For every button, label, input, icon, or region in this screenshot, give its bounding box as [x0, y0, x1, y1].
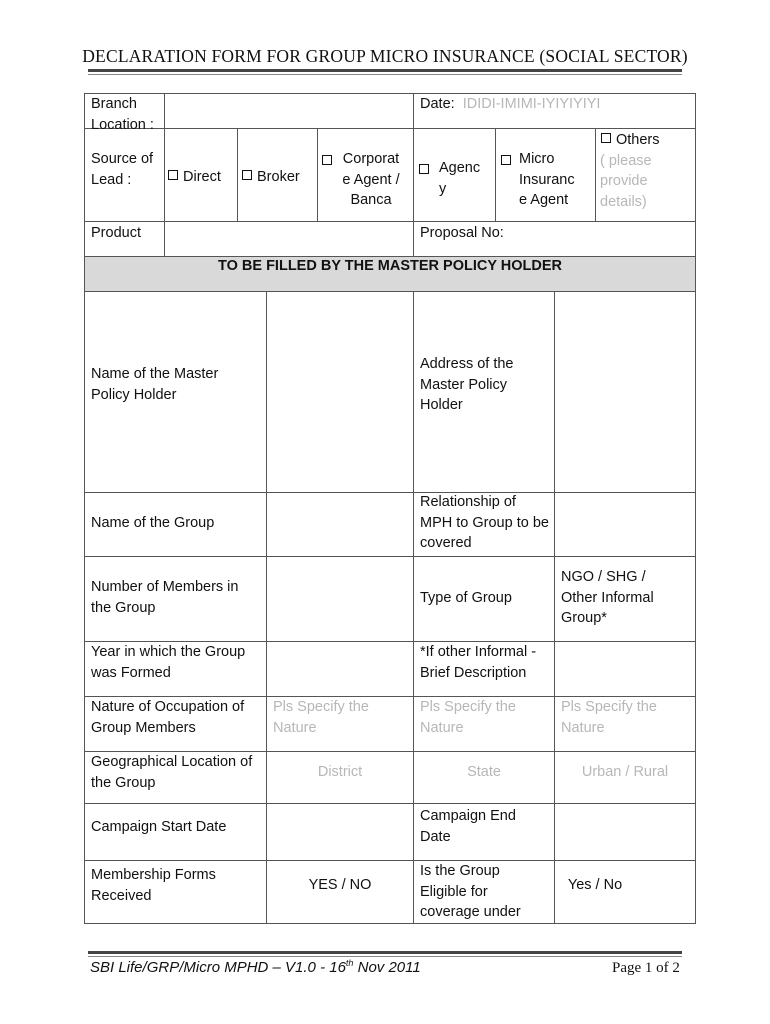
- lead-option-broker[interactable]: Broker: [242, 167, 316, 188]
- lead-option-others[interactable]: Others ( please provide details): [600, 130, 694, 212]
- label-type-of-group: Type of Group: [420, 590, 512, 606]
- field-district[interactable]: District: [317, 764, 363, 780]
- form-title: DECLARATION FORM FOR GROUP MICRO INSURANCE (SOCIAL SECTOR): [82, 46, 688, 66]
- label-membership-forms: Membership Forms Received: [91, 867, 216, 904]
- branch-location-field[interactable]: [166, 95, 411, 127]
- lead-option-corporate-agent[interactable]: Corporat e Agent / Banca: [322, 149, 412, 211]
- field-nature-3[interactable]: Pls Specify the Nature: [561, 699, 657, 736]
- branch-location-label: Branch Location :: [91, 96, 154, 133]
- section-title: TO BE FILLED BY THE MASTER POLICY HOLDER: [218, 258, 562, 274]
- lead-option-micro-insurance-agent[interactable]: Micro Insuranc e Agent: [501, 149, 593, 211]
- field-relationship-mph[interactable]: [556, 494, 694, 554]
- field-nature-2[interactable]: Pls Specify the Nature: [420, 699, 516, 736]
- label-name-master-policy-holder: Name of the Master Policy Holder: [91, 366, 219, 403]
- field-address-master-policy-holder[interactable]: [556, 293, 694, 490]
- header-rule: [88, 69, 682, 72]
- lead-option-agency[interactable]: Agenc y: [419, 158, 494, 199]
- field-name-master-policy-holder[interactable]: [268, 293, 411, 490]
- doc-reference: SBI Life/GRP/Micro MPHD – V1.0 - 16th Nov 2011: [90, 958, 421, 976]
- field-campaign-start[interactable]: [268, 805, 411, 858]
- source-of-lead-label: Source of Lead :: [91, 151, 154, 188]
- header-rule-thin: [88, 74, 682, 75]
- label-relationship-mph: Relationship of MPH to Group to be covered: [420, 494, 549, 551]
- label-geo-location: Geographical Location of the Group: [91, 754, 253, 791]
- label-address-master-policy-holder: Address of the Master Policy Holder: [420, 356, 514, 413]
- field-year-formed[interactable]: [268, 643, 411, 694]
- proposal-no-label[interactable]: Proposal No:: [420, 225, 504, 241]
- field-campaign-end[interactable]: [556, 805, 694, 858]
- date-format-hint: IDIDI-IMIMI-IYIYIYIYI: [462, 96, 601, 112]
- checkbox-icon: [168, 170, 178, 180]
- label-campaign-start: Campaign Start Date: [91, 819, 227, 835]
- others-hint: ( please provide details): [600, 152, 652, 210]
- product-label: Product: [91, 225, 141, 241]
- checkbox-icon: [242, 170, 252, 180]
- page-number: Page 1 of 2: [612, 960, 680, 976]
- checkbox-icon: [501, 155, 511, 165]
- field-other-informal-desc[interactable]: [556, 643, 694, 694]
- field-state[interactable]: State: [467, 764, 501, 780]
- group-eligible-yes-no[interactable]: Yes / No: [567, 877, 623, 893]
- label-name-of-group: Name of the Group: [91, 515, 215, 531]
- field-number-of-members[interactable]: [268, 558, 411, 639]
- lead-option-direct[interactable]: Direct: [168, 167, 236, 188]
- product-field[interactable]: [166, 223, 411, 255]
- label-campaign-end: Campaign End Date: [420, 808, 516, 845]
- field-urban-rural[interactable]: Urban / Rural: [581, 764, 669, 780]
- label-other-informal-desc: *If other Informal - Brief Description: [420, 644, 537, 681]
- label-group-eligible: Is the Group Eligible for coverage under: [420, 863, 521, 920]
- footer-rule: [88, 951, 682, 954]
- type-of-group-options[interactable]: NGO / SHG / Other Informal Group*: [561, 569, 654, 626]
- membership-forms-yes-no[interactable]: YES / NO: [308, 877, 372, 893]
- checkbox-icon: [601, 133, 611, 143]
- label-nature-occupation: Nature of Occupation of Group Members: [91, 699, 245, 736]
- checkbox-icon: [419, 164, 429, 174]
- label-number-of-members: Number of Members in the Group: [91, 579, 239, 616]
- field-name-of-group[interactable]: [268, 494, 411, 554]
- checkbox-icon: [322, 155, 332, 165]
- date-label: Date:: [420, 96, 455, 112]
- label-year-formed: Year in which the Group was Formed: [91, 644, 246, 681]
- footer-rule-thin: [88, 956, 682, 957]
- date-field[interactable]: [420, 94, 690, 115]
- field-nature-1[interactable]: Pls Specify the Nature: [273, 699, 369, 736]
